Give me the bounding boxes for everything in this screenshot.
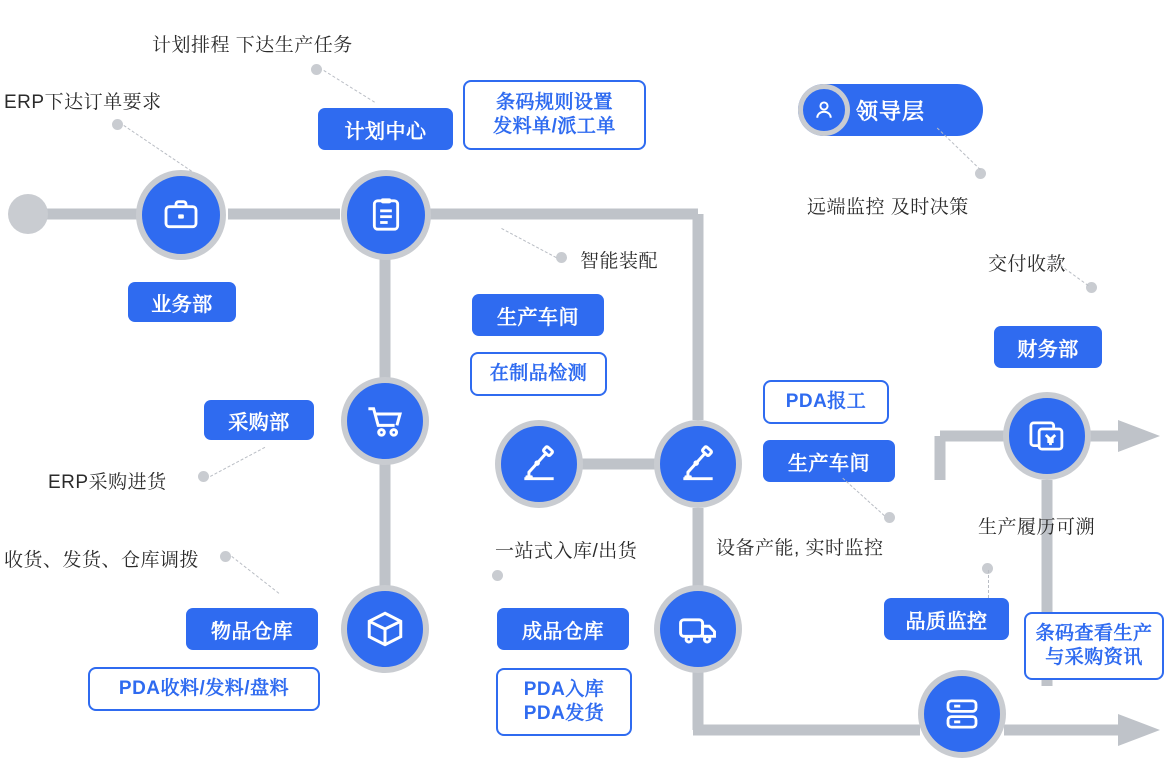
chip-pda-report[interactable]	[763, 380, 889, 424]
chip-material-warehouse[interactable]	[186, 608, 318, 650]
chip-workshop-right[interactable]	[763, 440, 895, 482]
chip-barcode-query-line2: 与采购资讯	[1045, 647, 1143, 668]
chip-business-label: 业务部	[151, 293, 213, 316]
annotation-erp-purchase: ERP采购进货	[48, 472, 167, 493]
node-robot-assembly-right[interactable]	[654, 420, 742, 508]
annotation-onestop: 一站式入库/出货	[495, 541, 638, 562]
chip-workshop-right-label: 生产车间	[788, 452, 870, 475]
chip-material-warehouse-label: 物品仓库	[211, 620, 293, 643]
chip-pda-material[interactable]	[88, 667, 320, 711]
annotation-logistics-dot	[220, 551, 231, 562]
annotation-erp-order: ERP下达订单要求	[4, 92, 162, 113]
chip-barcode-query-line1: 条码查看生产	[1035, 623, 1153, 645]
node-purchase-department[interactable]	[341, 377, 429, 465]
chip-purchase-label: 采购部	[228, 411, 290, 434]
chip-barcode-query[interactable]	[1024, 612, 1164, 680]
node-quality-monitor[interactable]	[918, 670, 1006, 758]
annotation-erp-order-dot	[112, 119, 123, 130]
clipboard-icon	[366, 195, 406, 235]
chip-barcode-rules[interactable]	[463, 80, 646, 150]
annotation-delivery-payment: 交付收款	[988, 254, 1067, 275]
chip-pda-inout[interactable]	[496, 668, 632, 736]
user-icon	[811, 97, 837, 123]
chip-wip-inspection[interactable]	[470, 352, 607, 396]
node-finance-department[interactable]	[1003, 392, 1091, 480]
cart-icon	[364, 400, 406, 442]
robot-arm-icon	[517, 442, 561, 486]
briefcase-icon	[161, 195, 201, 235]
leadership-pill[interactable]	[798, 84, 983, 136]
box-icon	[364, 608, 406, 650]
chip-pda-inout-line2: PDA发货	[523, 703, 605, 724]
server-icon	[941, 693, 983, 735]
chip-finished-warehouse[interactable]	[497, 608, 629, 650]
arrow-head-right-top	[1118, 420, 1160, 452]
chip-barcode-rules-line1: 条码规则设置	[495, 92, 613, 114]
invoice-icon	[1026, 415, 1068, 457]
node-business-department[interactable]	[136, 170, 226, 260]
chip-quality-monitor[interactable]	[884, 598, 1009, 640]
annotation-smart-assembly: 智能装配	[580, 251, 659, 272]
chip-barcode-rules-line2: 发料单/派工单	[493, 116, 616, 137]
chip-business[interactable]	[128, 282, 236, 322]
annotation-plan-schedule: 计划排程 下达生产任务	[152, 35, 353, 56]
annotation-remote-monitor: 远端监控 及时决策	[807, 197, 969, 218]
annotation-traceability: 生产履历可溯	[978, 517, 1096, 538]
chip-plan-center[interactable]	[318, 108, 453, 150]
flow-start-dot	[8, 194, 48, 234]
chip-finished-warehouse-label: 成品仓库	[522, 620, 604, 643]
annotation-equipment-capacity-dot	[884, 512, 895, 523]
chip-purchase[interactable]	[204, 400, 314, 440]
user-icon-wrap	[798, 84, 850, 136]
chip-quality-monitor-label: 品质监控	[905, 610, 988, 633]
robot-arm-icon	[676, 442, 720, 486]
chip-finance-label: 财务部	[1017, 338, 1079, 361]
chip-plan-center-label: 计划中心	[344, 120, 427, 143]
annotation-plan-schedule-dot	[311, 64, 322, 75]
annotation-erp-purchase-dot	[198, 471, 209, 482]
annotation-logistics: 收货、发货、仓库调拨	[4, 550, 200, 571]
chip-finance[interactable]	[994, 326, 1102, 368]
annotation-traceability-line	[988, 570, 989, 598]
node-finished-goods-shipping[interactable]	[654, 585, 742, 673]
chip-leader-label: 领导层	[856, 98, 926, 124]
chip-workshop-left-label: 生产车间	[497, 306, 579, 329]
annotation-smart-assembly-dot	[556, 252, 567, 263]
chip-pda-inout-line1: PDA入库	[523, 679, 605, 701]
annotation-onestop-dot	[492, 570, 503, 581]
chip-workshop-left[interactable]	[472, 294, 604, 336]
annotation-remote-monitor-dot	[975, 168, 986, 179]
node-robot-assembly-left[interactable]	[495, 420, 583, 508]
chip-pda-report-line1: PDA报工	[785, 391, 867, 413]
arrow-head-right-bottom	[1118, 714, 1160, 746]
node-material-warehouse[interactable]	[341, 585, 429, 673]
chip-wip-inspection-line1: 在制品检测	[489, 363, 588, 385]
annotation-equipment-capacity: 设备产能, 实时监控	[716, 538, 884, 559]
node-plan-center[interactable]	[341, 170, 431, 260]
chip-pda-material-line1: PDA收料/发料/盘料	[118, 678, 290, 700]
truck-icon	[676, 607, 720, 651]
